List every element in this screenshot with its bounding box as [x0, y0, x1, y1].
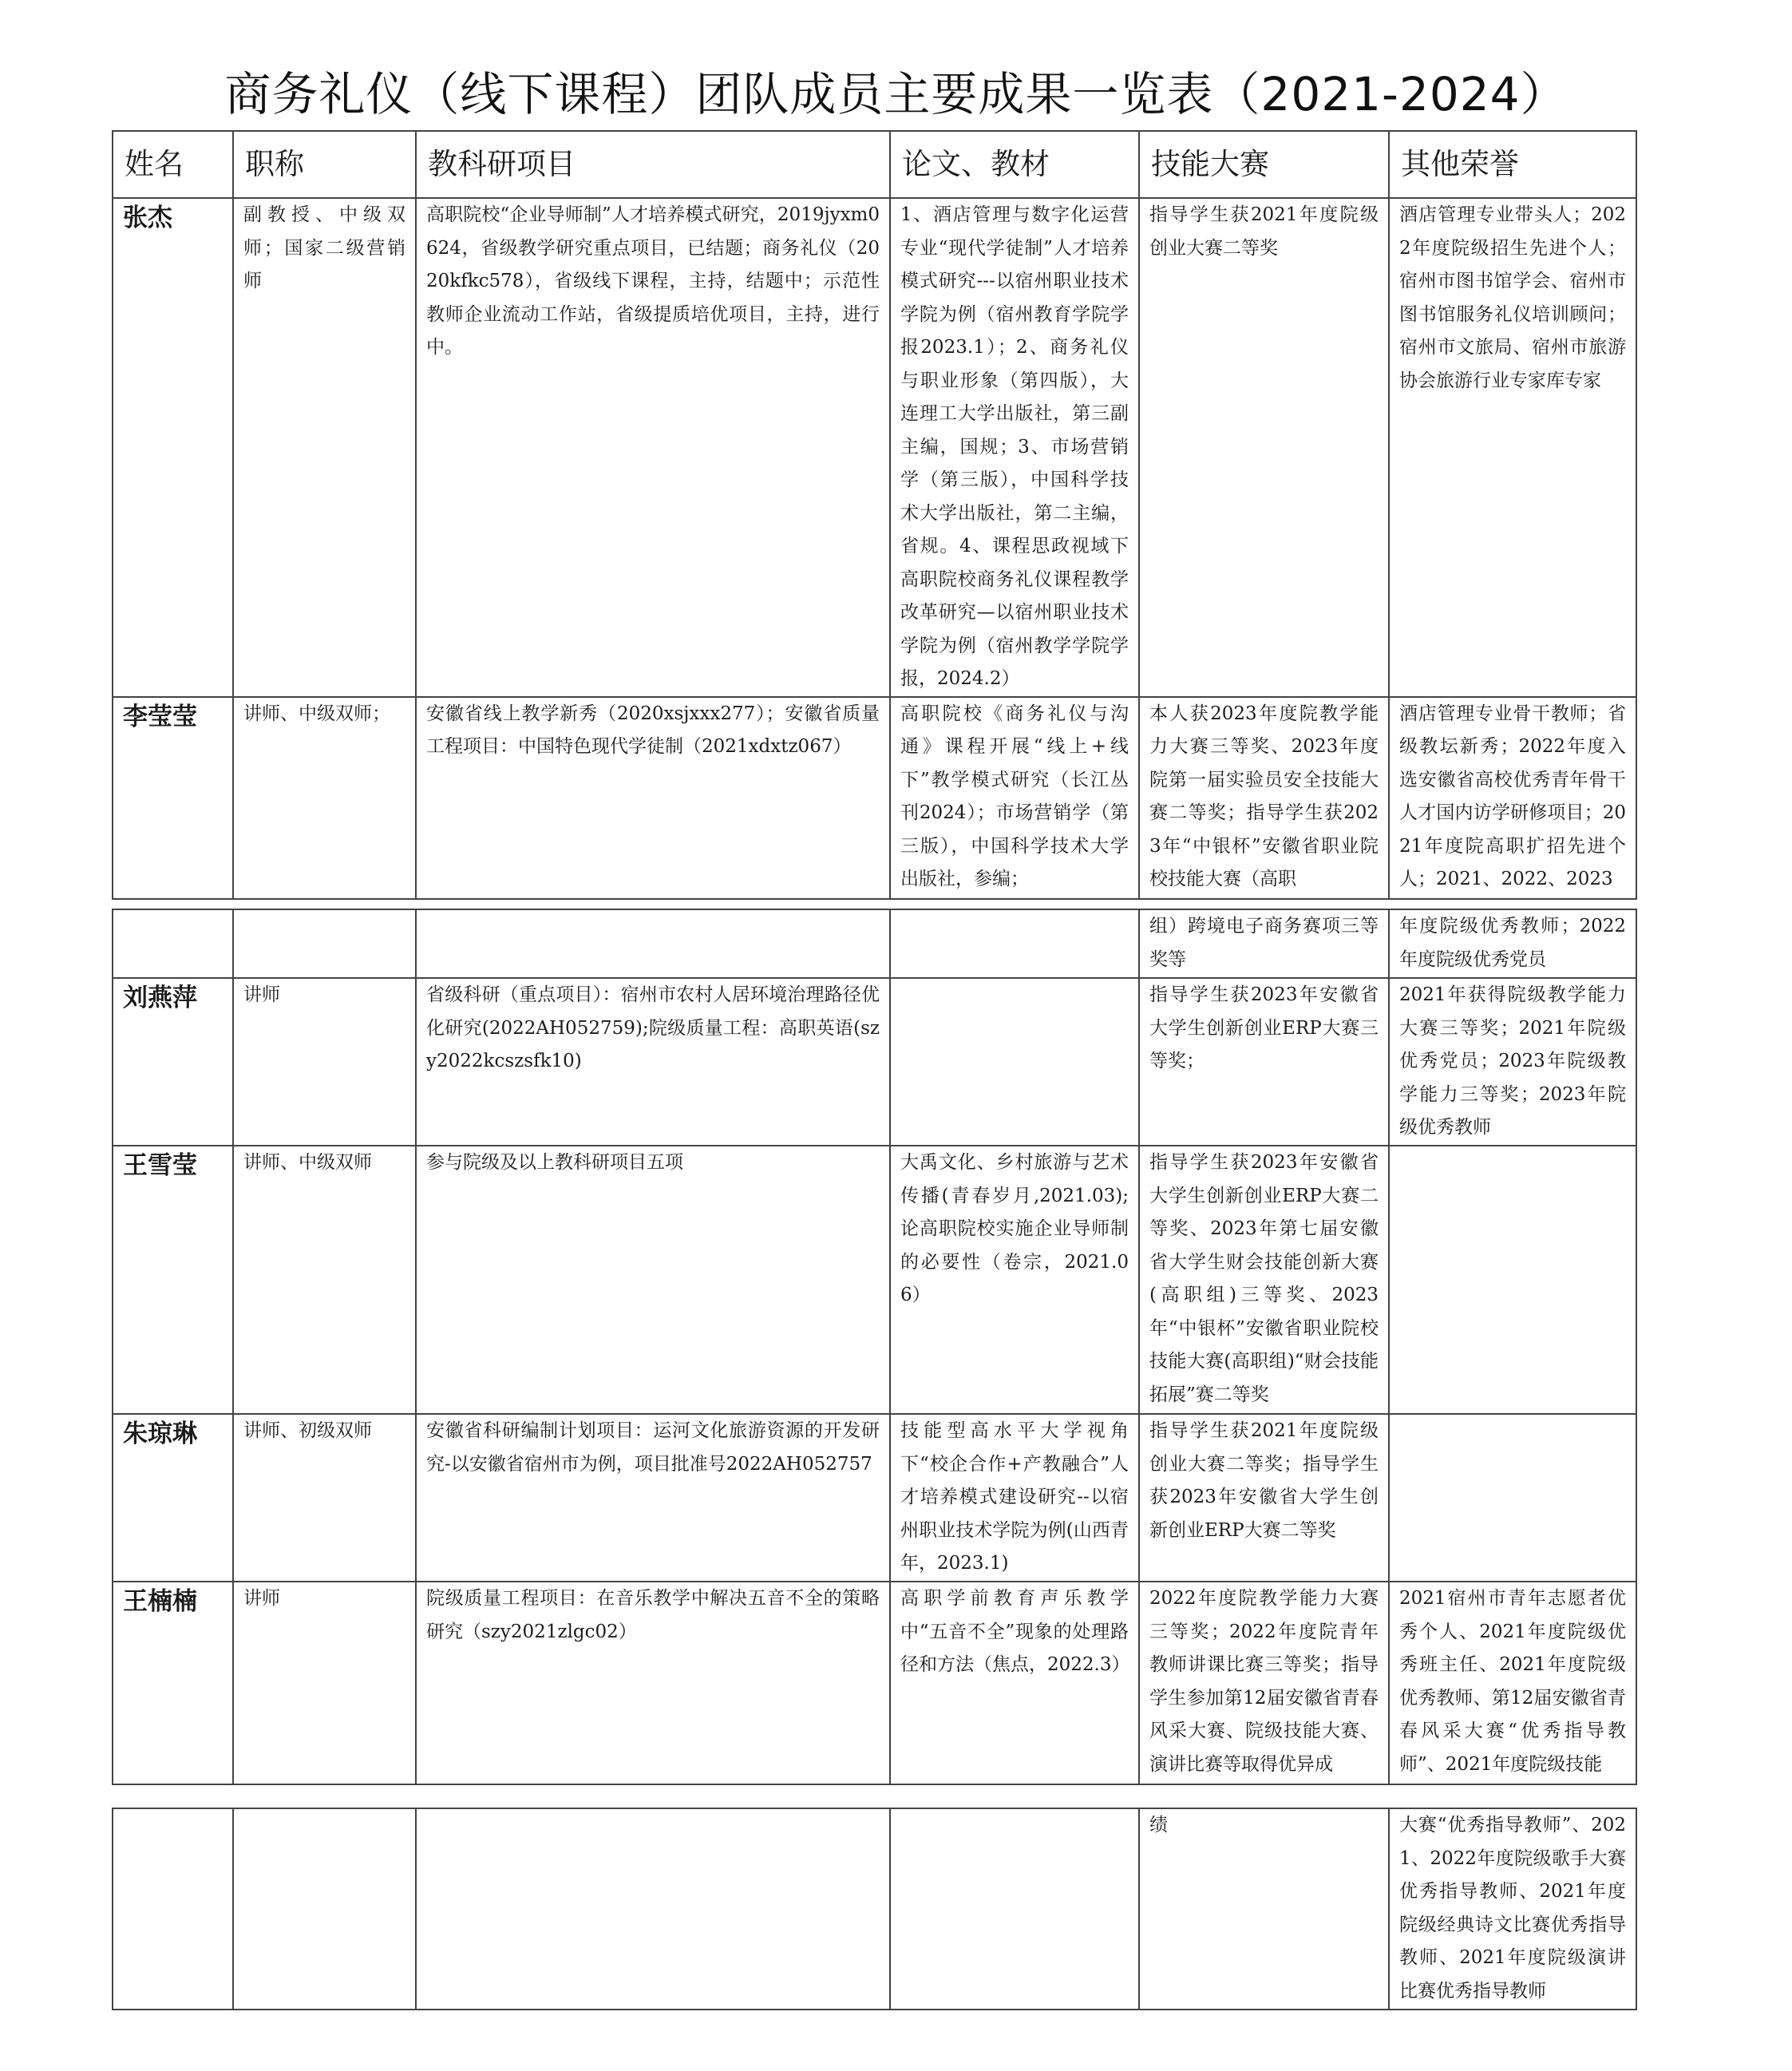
- member-projects: 省级科研（重点项目）：宿州市农村人居环境治理路径优化研究(2022AH052759);院级质量工程：高职英语(szy2022kcszsfk10): [416, 978, 890, 1146]
- member-contests: 指导学生获2021年度院级创业大赛二等奖: [1139, 198, 1389, 697]
- member-projects: 高职院校“企业导师制”人才培养模式研究，2019jyxm0624，省级教学研究重点项目，已结题；商务礼仪（2020kfkc578），省级线下课程，主持，结题中；示范性教师企业流动工作站，省级提质培优项目，主持，进行中。: [416, 198, 890, 697]
- results-table-part-2: [112, 909, 1637, 1785]
- member-papers: 1、酒店管理与数字化运营专业“现代学徒制”人才培养模式研究---以宿州职业技术学院为例（宿州教育学院学报2023.1）；2、商务礼仪与职业形象（第四版），大连理工大学出版社，第三副主编，国规；3、市场营销学（第三版），中国科学技术大学出版社，第二主编，省规。4、课程思政视域下高职院校商务礼仪课程教学改革研究—以宿州职业技术学院为例（宿州教学学院学报，2024.2）: [890, 198, 1139, 697]
- results-table-part-3: [112, 1808, 1637, 2010]
- member-contests: 指导学生获2023年安徽省大学生创新创业ERP大赛二等奖、2023年第七届安徽省大学生财会技能创新大赛(高职组)三等奖、2023年“中银杯”安徽省职业院校技能大赛(高职组)“财会技能拓展”赛二等奖: [1139, 1146, 1389, 1414]
- header-honors: 其他荣誉: [1389, 131, 1636, 198]
- header-name: 姓名: [113, 131, 233, 198]
- member-name: 张杰: [113, 198, 233, 697]
- member-projects: 参与院级及以上教科研项目五项: [416, 1146, 890, 1414]
- member-papers: 高职院校《商务礼仪与沟通》课程开展“线上+线下”教学模式研究（长江丛刊2024）；市场营销学（第三版），中国科学技术大学出版社，参编；: [890, 697, 1139, 899]
- member-title: 讲师、初级双师: [233, 1414, 416, 1582]
- member-honors-continued: 大赛“优秀指导教师”、2021、2022年度院级歌手大赛优秀指导教师、2021年度院级经典诗文比赛优秀指导教师、2021年度院级演讲比赛优秀指导教师: [1389, 1808, 1636, 2010]
- page-title: 商务礼仪（线下课程）团队成员主要成果一览表（2021-2024）: [224, 67, 1568, 121]
- member-contests: 指导学生获2023年安徽省大学生创新创业ERP大赛三等奖；: [1139, 978, 1389, 1146]
- member-projects: 安徽省线上教学新秀（2020xsjxxx277）；安徽省质量工程项目：中国特色现代学徒制（2021xdxtz067）: [416, 697, 890, 899]
- member-honors: 酒店管理专业带头人；2022年度院级招生先进个人；宿州市图书馆学会、宿州市图书馆服务礼仪培训顾问；宿州市文旅局、宿州市旅游协会旅游行业专家库专家: [1389, 198, 1636, 697]
- member-contests: 指导学生获2021年度院级创业大赛二等奖；指导学生获2023年安徽省大学生创新创业ERP大赛二等奖: [1139, 1414, 1389, 1582]
- member-honors: 酒店管理专业骨干教师；省级教坛新秀；2022年度入选安徽省高校优秀青年骨干人才国内访学研修项目；2021年度院高职扩招先进个人；2021、2022、2023: [1389, 697, 1636, 899]
- member-projects: 院级质量工程项目：在音乐教学中解决五音不全的策略研究（szy2021zlgc02）: [416, 1582, 890, 1784]
- table-header-row: [113, 131, 1636, 198]
- member-honors: [1389, 1414, 1636, 1582]
- header-projects: 教科研项目: [416, 131, 890, 198]
- member-honors-continued: 年度院级优秀教师；2022年度院级优秀党员: [1389, 909, 1636, 978]
- table-row: [113, 1414, 1636, 1582]
- header-title: 职称: [233, 131, 416, 198]
- member-name: 朱琼琳: [113, 1414, 233, 1582]
- member-papers: [890, 978, 1139, 1146]
- member-contests-continued: 组）跨境电子商务赛项三等奖等: [1139, 909, 1389, 978]
- table-row-continued: [113, 909, 1636, 978]
- member-title: 副教授、中级双师；国家二级营销师: [233, 198, 416, 697]
- member-contests: 2022年度院教学能力大赛三等奖；2022年度院青年教师讲课比赛三等奖；指导学生参加第12届安徽省青春风采大赛、院级技能大赛、演讲比赛等取得优异成: [1139, 1582, 1389, 1784]
- member-title: 讲师、中级双师；: [233, 697, 416, 899]
- table-row: [113, 1146, 1636, 1414]
- header-contests: 技能大赛: [1139, 131, 1389, 198]
- member-projects: 安徽省科研编制计划项目：运河文化旅游资源的开发研究-以安徽省宿州市为例，项目批准号2022AH052757: [416, 1414, 890, 1582]
- member-title: 讲师: [233, 1582, 416, 1784]
- member-papers: 技能型高水平大学视角下“校企合作+产教融合”人才培养模式建设研究--以宿州职业技术学院为例(山西青年，2023.1): [890, 1414, 1139, 1582]
- table-row: [113, 1582, 1636, 1784]
- table-row: [113, 198, 1636, 697]
- member-honors: 2021年获得院级教学能力大赛三等奖；2021年院级优秀党员；2023年院级教学能力三等奖；2023年院级优秀教师: [1389, 978, 1636, 1146]
- member-name: 李莹莹: [113, 697, 233, 899]
- member-honors: [1389, 1146, 1636, 1414]
- member-name: 王雪莹: [113, 1146, 233, 1414]
- member-title: 讲师: [233, 978, 416, 1146]
- member-papers: 大禹文化、乡村旅游与艺术传播(青春岁月,2021.03);论高职院校实施企业导师制的必要性（卷宗，2021.06）: [890, 1146, 1139, 1414]
- member-name: 刘燕萍: [113, 978, 233, 1146]
- member-name: 王楠楠: [113, 1582, 233, 1784]
- table-row-continued: [113, 1808, 1636, 2010]
- member-papers: 高职学前教育声乐教学中“五音不全”现象的处理路径和方法（焦点，2022.3）: [890, 1582, 1139, 1784]
- member-contests-continued: 绩: [1139, 1808, 1389, 2010]
- member-title: 讲师、中级双师: [233, 1146, 416, 1414]
- header-papers: 论文、教材: [890, 131, 1139, 198]
- table-row: [113, 697, 1636, 899]
- member-honors: 2021宿州市青年志愿者优秀个人、2021年度院级优秀班主任、2021年度院级优秀教师、第12届安徽省青春风采大赛“优秀指导教师”、2021年度院级技能: [1389, 1582, 1636, 1784]
- member-contests: 本人获2023年度院教学能力大赛三等奖、2023年度院第一届实验员安全技能大赛二等奖；指导学生获2023年“中银杯”安徽省职业院校技能大赛（高职: [1139, 697, 1389, 899]
- results-table-part-1: [112, 130, 1637, 900]
- table-row: [113, 978, 1636, 1146]
